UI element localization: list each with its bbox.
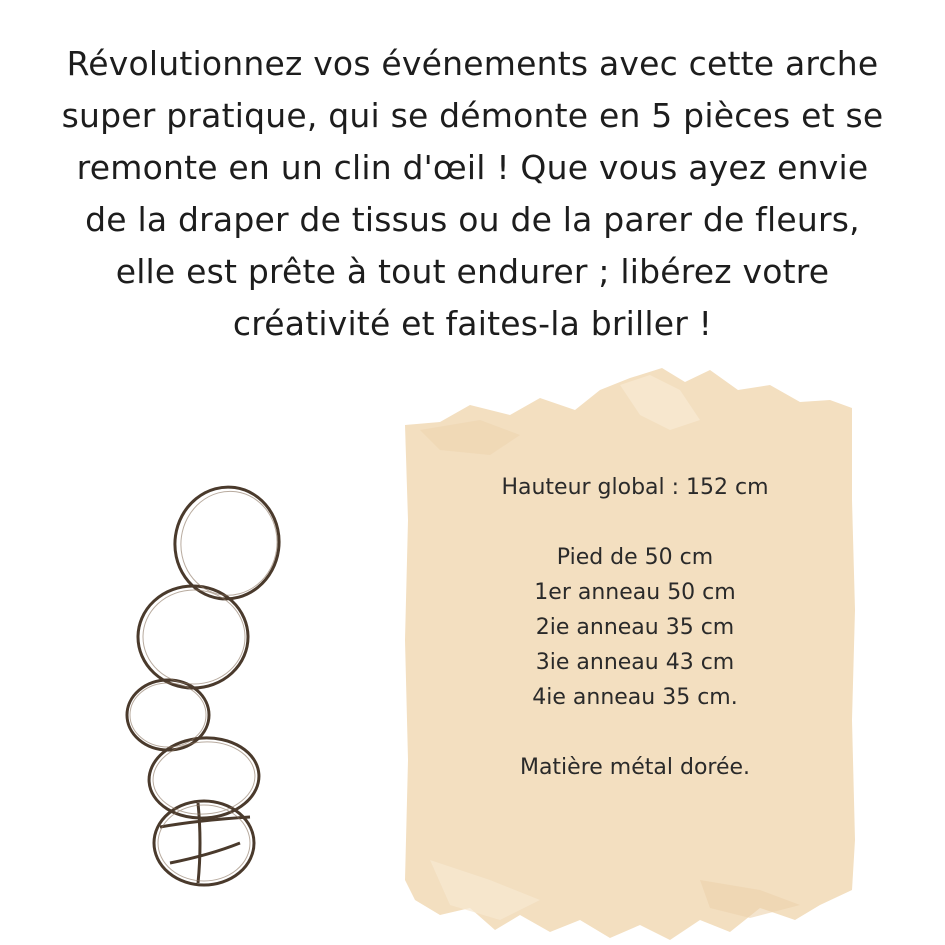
ring-spec: 3ie anneau 43 cm [535,650,735,675]
ring-1 [146,734,261,821]
total-height: Hauteur global : 152 cm [501,475,769,500]
spacer [430,715,840,750]
intro-paragraph: Révolutionnez vos événements avec cette arche super pratique, qui se démonte en 5 pièces et se remonte en un clin d'œil ! Que vous ayez envie de la draper de tissus ou de la parer de fleurs, elle est prête à tout endurer ; libérez votre créativité et faites-la briller ! [61,44,884,343]
spacer [430,505,840,540]
ring-spec: 4ie anneau 35 cm. [532,685,738,710]
material-spec: Matière métal dorée. [519,755,751,780]
ring-3 [138,586,248,688]
specs-block [430,470,840,785]
arch-rings-image [110,475,310,895]
ring-spec: Pied de 50 cm [556,545,714,570]
ring-spec: 2ie anneau 35 cm [535,615,735,640]
ring-spec: 1er anneau 50 cm [534,580,736,605]
